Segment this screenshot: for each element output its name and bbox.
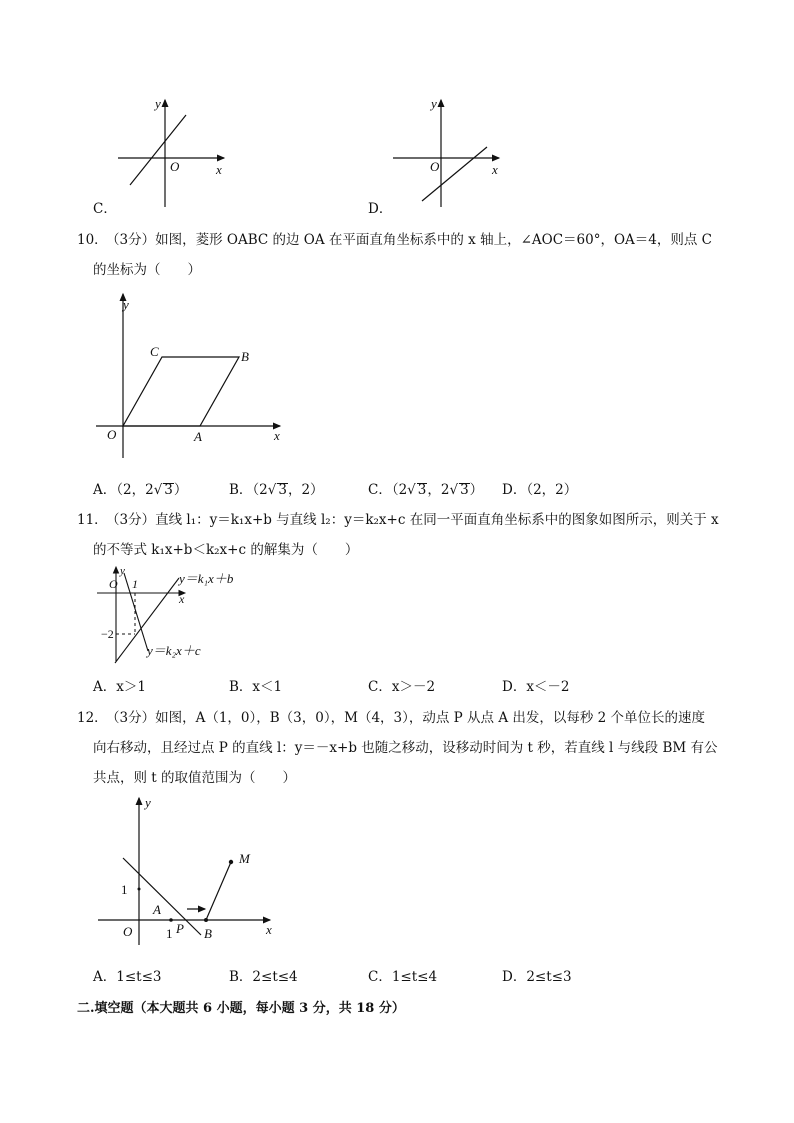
label-a: A <box>153 902 161 917</box>
label-a: A <box>194 429 202 444</box>
y-label: y <box>155 96 161 111</box>
q10-option-d: D．（2，2） <box>502 482 578 498</box>
q10-option-c-rad2: 3 <box>460 482 469 498</box>
segment-bm <box>206 862 231 920</box>
q10-option-b-rad: 3 <box>278 482 287 498</box>
q12-text-line2: 向右移动，且经过点 P 的直线 l：y＝－x+b 也随之移动，设移动时间为 t 秒，若直线 l 与线段 BM 有公 <box>93 740 718 756</box>
q10-text-line2: 的坐标为（ ） <box>93 262 201 278</box>
q12-figure <box>95 795 285 945</box>
q12-number: 12． <box>77 710 108 726</box>
graph-line <box>422 147 487 201</box>
q12-option-b: B．2≤t≤4 <box>229 969 298 985</box>
y-label: y <box>431 96 437 111</box>
q9-graph-d <box>387 95 517 210</box>
q10-number: 10． <box>77 232 108 248</box>
q10-option-c-rad: 3 <box>417 482 427 498</box>
q10-option-c-pre: C．（2 <box>368 482 408 498</box>
q10-text-line1: （3分）如图，菱形 OABC 的边 OA 在平面直角坐标系中的 x 轴上，∠AOC＝60°，OA＝4，则点 C <box>106 232 712 248</box>
label-l1: y＝k₁x＋b <box>179 571 234 586</box>
q9-graph-c <box>110 95 240 210</box>
label-o: O <box>107 427 117 442</box>
origin-label: O <box>170 159 180 174</box>
sqrt-symbol: √ <box>267 482 277 498</box>
q10-option-b <box>229 478 324 498</box>
x-label: x <box>216 162 222 177</box>
label-one-x: 1 <box>166 926 173 941</box>
label-one-y: 1 <box>121 882 128 897</box>
tick-y1 <box>138 888 141 891</box>
q12-option-d: D．2≤t≤3 <box>502 969 572 985</box>
q10-figure <box>90 290 295 460</box>
label-one: 1 <box>132 577 138 591</box>
graph-line <box>130 115 186 185</box>
q10-option-b-pre: B．（2 <box>229 482 268 498</box>
label-l2: y＝k₂x＋c <box>147 643 201 658</box>
q10-option-a-pre: A．（2，2 <box>93 482 154 498</box>
label-x: x <box>266 922 272 937</box>
q11-text-line1: （3分）直线 l₁：y＝k₁x+b 与直线 l₂：y＝k₂x+c 在同一平面直角坐标系中的图象如图所示，则关于 x <box>106 512 719 528</box>
q10-option-c-post: ） <box>469 482 484 498</box>
label-b: B <box>204 926 212 941</box>
label-y: y <box>120 565 125 577</box>
q10-option-a-post: ） <box>173 482 188 498</box>
q10-option-b-post: ，2） <box>287 482 324 498</box>
label-y: y <box>123 297 129 312</box>
q12-text-line1: （3分）如图，A（1，0），B（3，0），M（4，3），动点 P 从点 A 出发，以每秒 2 个单位长的速度 <box>106 710 706 726</box>
sqrt-symbol: √ <box>449 482 459 498</box>
label-p: P <box>176 921 184 936</box>
q9-option-c: C． <box>93 201 117 217</box>
label-y: y <box>145 795 151 810</box>
label-x: x <box>274 428 280 443</box>
label-neg2: −2 <box>101 627 114 641</box>
q12-option-a: A．1≤t≤3 <box>93 969 162 985</box>
label-o: O <box>123 924 133 939</box>
q11-option-a: A．x＞1 <box>93 679 146 695</box>
rhombus-oabc <box>123 357 239 426</box>
point-m <box>229 860 233 864</box>
point-a <box>169 918 173 922</box>
q11-option-d: D．x＜－2 <box>502 679 570 695</box>
point-b <box>204 918 208 922</box>
label-x: x <box>179 592 185 606</box>
label-b: B <box>241 349 249 364</box>
label-c: C <box>150 344 159 359</box>
q11-number: 11． <box>77 512 108 528</box>
q10-option-a-rad: 3 <box>164 482 173 498</box>
x-label: x <box>492 162 498 177</box>
sqrt-symbol: √ <box>153 482 163 498</box>
section2-heading: 二.填空题（本大题共 6 小题，每小题 3 分，共 18 分） <box>77 1001 405 1016</box>
origin-label: O <box>430 159 440 174</box>
q9-option-d: D． <box>368 201 393 217</box>
q11-option-c: C．x＞－2 <box>368 679 436 695</box>
q12-option-c: C．1≤t≤4 <box>368 969 438 985</box>
q11-text-line2: 的不等式 k₁x+b＜k₂x+c 的解集为（ ） <box>93 542 359 558</box>
line-l <box>123 858 201 935</box>
q11-option-b: B．x＜1 <box>229 679 283 695</box>
q11-figure <box>93 565 263 665</box>
label-m: M <box>239 851 250 866</box>
q10-option-a <box>93 478 187 498</box>
sqrt-symbol: √ <box>407 482 416 498</box>
q12-text-line3: 共点，则 t 的取值范围为（ ） <box>93 770 297 786</box>
label-o: O <box>109 577 118 591</box>
q10-option-c <box>368 478 483 498</box>
q10-option-c-mid: ，2 <box>427 482 450 498</box>
